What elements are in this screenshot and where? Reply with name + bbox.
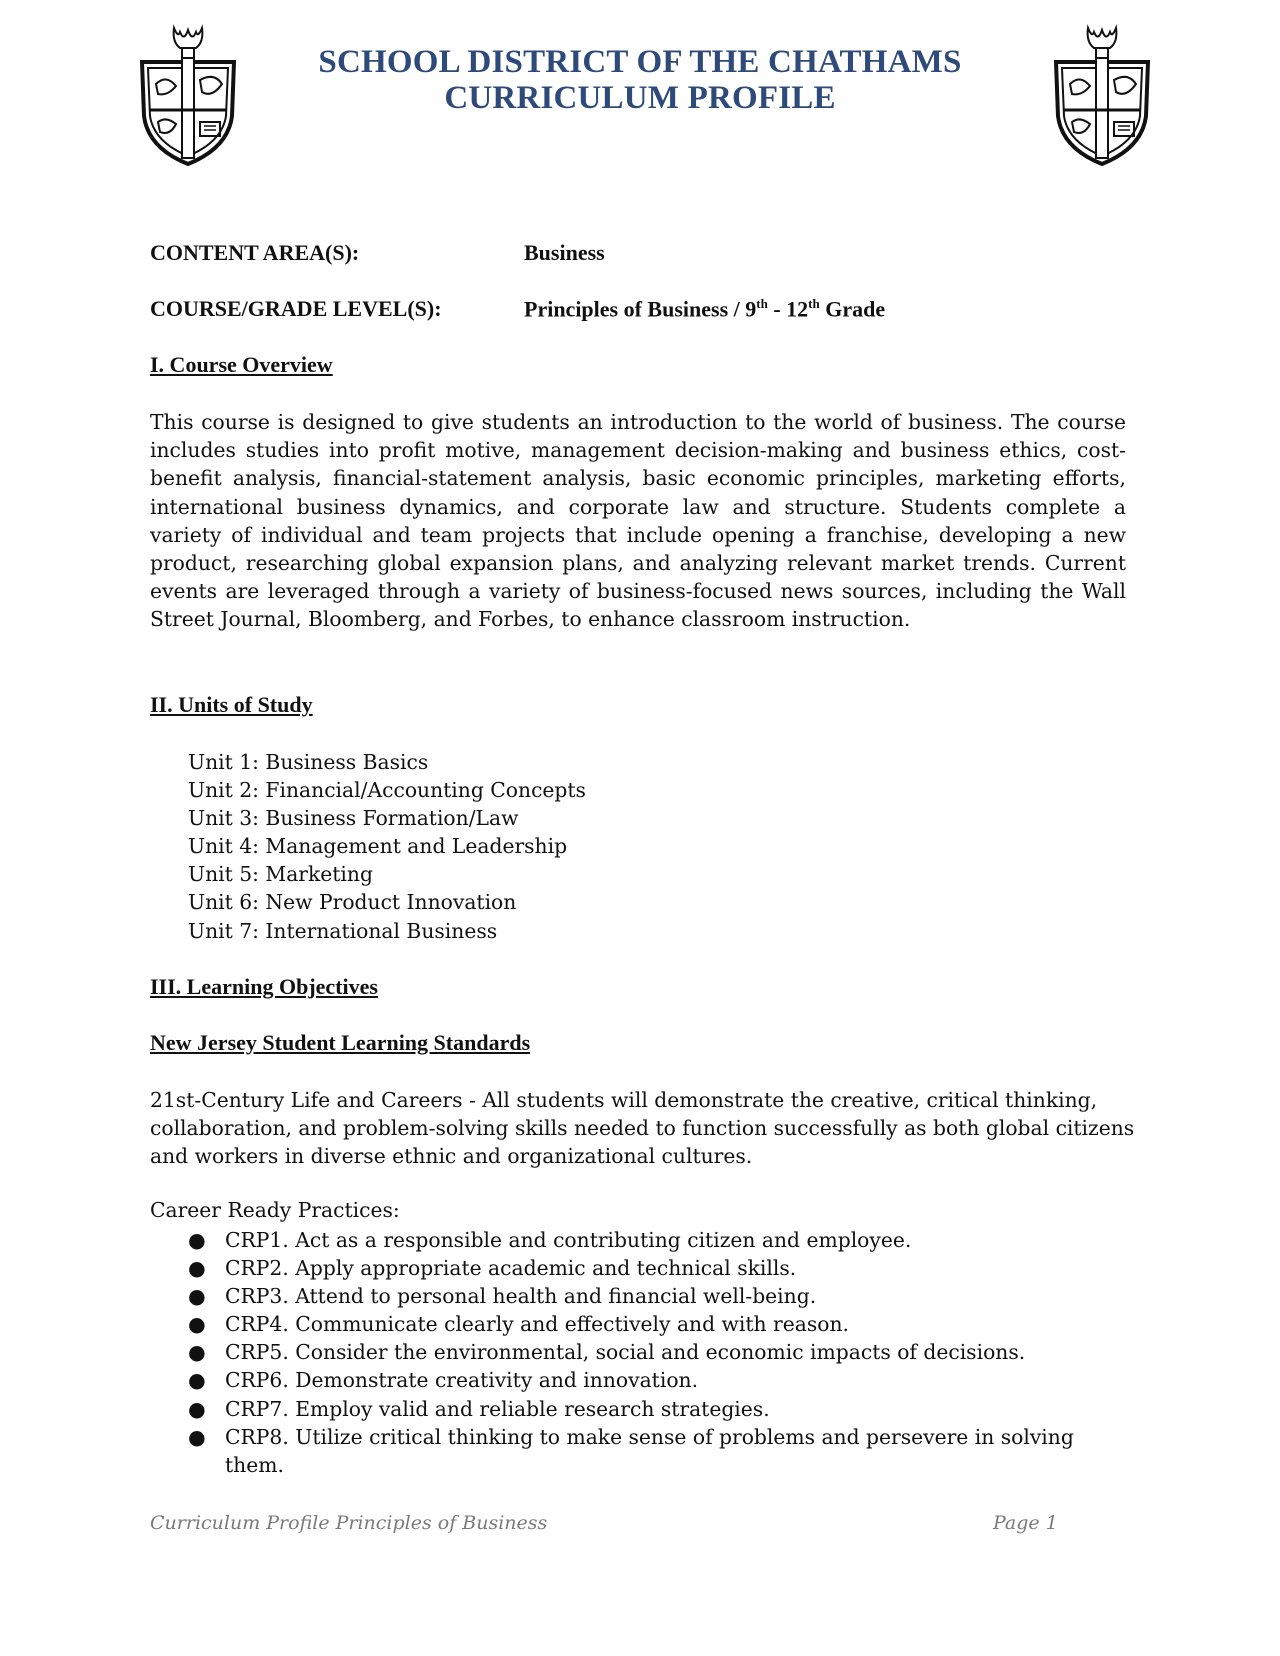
course-value-mid: - 12 bbox=[767, 296, 809, 322]
crp-item-text: CRP1. Act as a responsible and contributing citizen and employee. bbox=[225, 1228, 912, 1252]
footer-document-name: Curriculum Profile Principles of Business bbox=[150, 1512, 548, 1534]
course-value bbox=[524, 296, 885, 322]
unit-item: Unit 3: Business Formation/Law bbox=[188, 806, 519, 831]
unit-item: Unit 7: International Business bbox=[188, 918, 498, 943]
bullet-icon: ● bbox=[188, 1284, 206, 1309]
bullet-icon: ● bbox=[188, 1424, 206, 1449]
crp-item bbox=[188, 1366, 1108, 1394]
nj-standards-heading: New Jersey Student Learning Standards bbox=[150, 1030, 531, 1055]
bullet-icon: ● bbox=[188, 1340, 206, 1365]
units-of-study-heading: II. Units of Study bbox=[150, 692, 313, 717]
bullet-icon: ● bbox=[188, 1228, 206, 1252]
footer-page-number: Page 1 bbox=[993, 1512, 1058, 1534]
unit-item: Unit 4: Management and Leadership bbox=[188, 834, 568, 859]
unit-item: Unit 1: Business Basics bbox=[188, 750, 429, 774]
title-line-1: SCHOOL DISTRICT OF THE CHATHAMS bbox=[318, 44, 962, 80]
course-overview-text: This course is designed to give students an introduction to the world of business. The course includes studies into profit motive, management decision-making and business ethics, cost-benefit analysis, financial-statement analysis, basic economic principles, marketing efforts, international business dynamics, and corporate law and structure. Students complete a variety of individual and team projects that include opening a franchise, developing a new product, researching global expansion plans, and analyzing relevant market trends. Current events are leveraged through a variety of business-focused news sources, including the Wall Street Journal, Bloomberg, and Forbes, to enhance classroom instruction. bbox=[150, 410, 1126, 632]
course-sup-2: th bbox=[808, 296, 820, 311]
course-value-prefix: Principles of Business / 9 bbox=[524, 296, 757, 322]
units-list bbox=[188, 748, 586, 945]
course-sup-1: th bbox=[756, 296, 768, 311]
career-ready-practices-label: Career Ready Practices: bbox=[150, 1198, 400, 1222]
crp-item bbox=[188, 1226, 1108, 1254]
content-area-label: CONTENT AREA(S): bbox=[150, 240, 360, 265]
bullet-icon: ● bbox=[188, 1312, 206, 1337]
bullet-icon: ● bbox=[188, 1396, 206, 1421]
content-area-row bbox=[150, 240, 605, 266]
crp-item-text: CRP5. Consider the environmental, social and economic impacts of decisions. bbox=[225, 1340, 1026, 1365]
learning-objectives-heading: III. Learning Objectives bbox=[150, 974, 378, 999]
crp-item-text: CRP8. Utilize critical thinking to make sense of problems and persevere in solving them. bbox=[225, 1424, 1074, 1477]
course-value-suffix: Grade bbox=[819, 296, 886, 322]
crp-item-text: CRP4. Communicate clearly and effectively and with reason. bbox=[225, 1312, 849, 1337]
district-crest-logo-left bbox=[136, 24, 240, 168]
bullet-icon: ● bbox=[188, 1368, 206, 1393]
crp-item bbox=[188, 1310, 1108, 1338]
crp-item-text: CRP7. Employ valid and reliable research strategies. bbox=[225, 1396, 770, 1421]
bullet-icon: ● bbox=[188, 1256, 206, 1281]
crp-item-text: CRP6. Demonstrate creativity and innovation. bbox=[225, 1368, 699, 1393]
crp-item bbox=[188, 1254, 1108, 1282]
district-crest-logo-right bbox=[1050, 24, 1154, 168]
career-ready-practices-list bbox=[188, 1226, 1108, 1479]
content-area-value: Business bbox=[524, 240, 605, 265]
course-overview-heading: I. Course Overview bbox=[150, 352, 333, 377]
course-row bbox=[150, 296, 886, 322]
crp-item bbox=[188, 1423, 1108, 1479]
unit-item: Unit 6: New Product Innovation bbox=[188, 890, 517, 915]
course-label: COURSE/GRADE LEVEL(S): bbox=[150, 296, 442, 321]
standards-intro-text: 21st-Century Life and Careers - All students will demonstrate the creative, critical thinking, collaboration, and problem-solving skills needed to function successfully as both global citizens and workers in diverse ethnic and organizational cultures. bbox=[150, 1088, 1135, 1169]
crp-item-text: CRP3. Attend to personal health and financial well-being. bbox=[225, 1284, 817, 1309]
crp-item bbox=[188, 1395, 1108, 1423]
title-line-2: CURRICULUM PROFILE bbox=[444, 80, 836, 116]
document-title bbox=[240, 44, 1040, 116]
unit-item: Unit 2: Financial/Accounting Concepts bbox=[188, 778, 586, 803]
crp-item bbox=[188, 1338, 1108, 1366]
crp-item-text: CRP2. Apply appropriate academic and technical skills. bbox=[225, 1256, 797, 1281]
crp-item bbox=[188, 1282, 1108, 1310]
unit-item: Unit 5: Marketing bbox=[188, 862, 373, 887]
